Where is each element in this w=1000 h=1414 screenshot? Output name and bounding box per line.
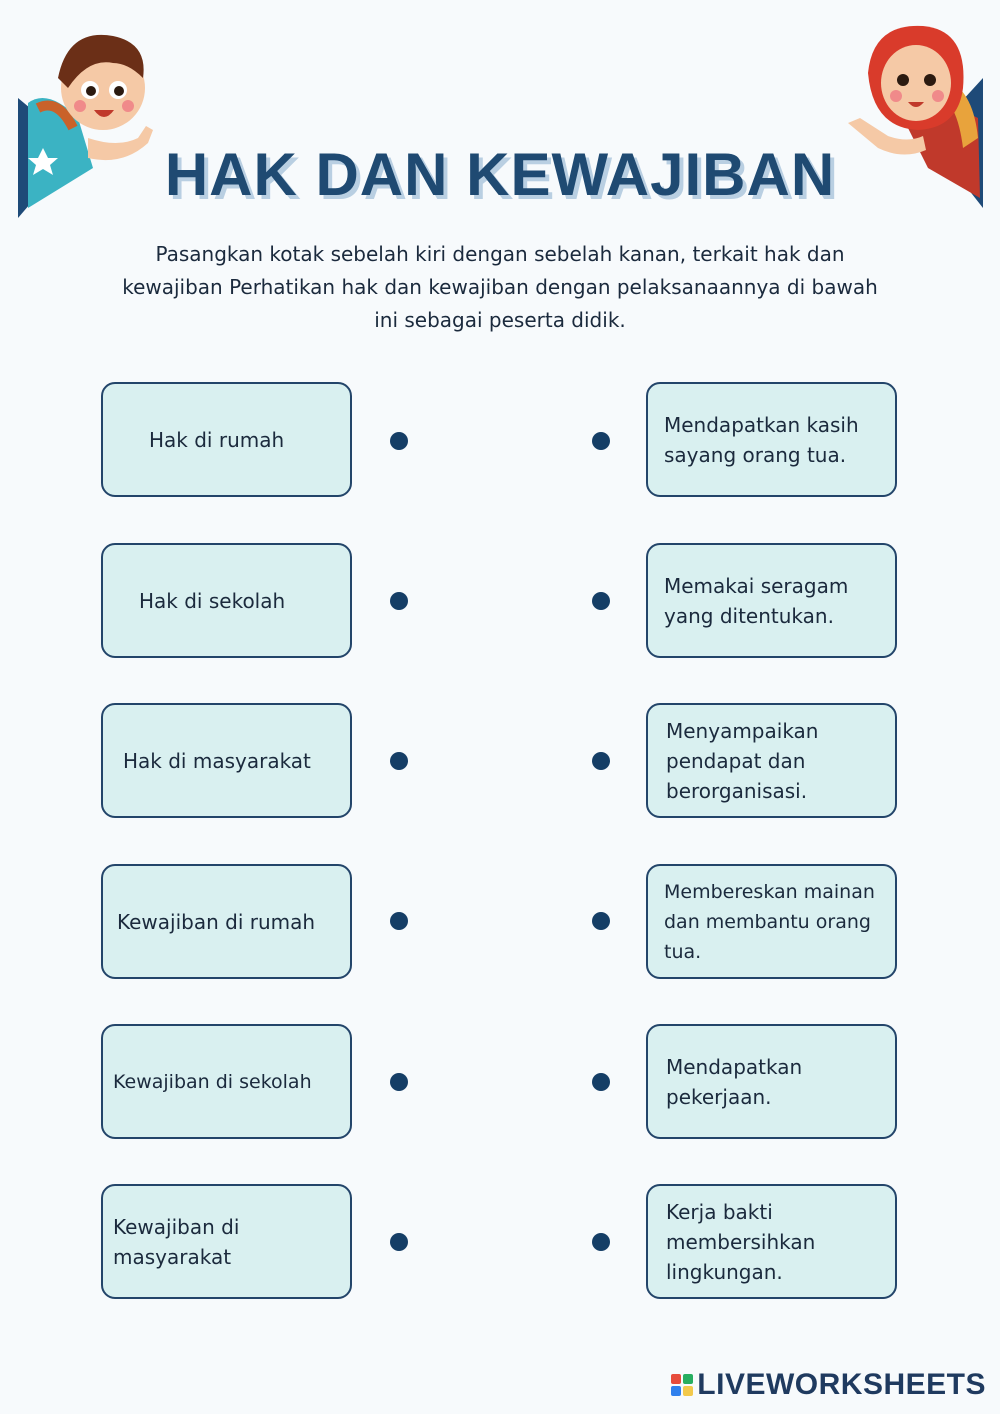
right-card-label: Memakai seragam yang ditentukan. (664, 573, 849, 628)
right-card[interactable] (646, 703, 897, 818)
right-card[interactable] (646, 382, 897, 497)
right-match-dot[interactable] (592, 1073, 610, 1091)
right-match-dot[interactable] (592, 1233, 610, 1251)
page-title: HAK DAN KEWAJIBAN (164, 141, 836, 208)
instructions-text: Pasangkan kotak sebelah kiri dengan sebelah kanan, terkait hak dan kewajiban Perhatikan hak dan kewajiban dengan pelaksanaannya di bawah ini sebagai peserta didik. (122, 242, 878, 332)
left-match-dot[interactable] (390, 592, 408, 610)
left-card-label: Hak di sekolah (139, 588, 286, 613)
left-card[interactable] (101, 1024, 352, 1139)
left-card[interactable] (101, 864, 352, 979)
right-match-dot[interactable] (592, 752, 610, 770)
right-match-dot[interactable] (592, 912, 610, 930)
left-match-dot[interactable] (390, 752, 408, 770)
left-card[interactable] (101, 382, 352, 497)
brand-name: LIVEWORKSHEETS (697, 1368, 986, 1401)
left-card-label: Kewajiban di sekolah (113, 1070, 312, 1093)
left-card[interactable] (101, 703, 352, 818)
right-match-dot[interactable] (592, 432, 610, 450)
left-card-label: Hak di rumah (149, 427, 285, 452)
left-card-label: Hak di masyarakat (123, 748, 311, 773)
left-match-dot[interactable] (390, 432, 408, 450)
right-card-label: Mendapatkan kasih sayang orang tua. (664, 412, 859, 467)
right-card[interactable] (646, 1184, 897, 1299)
left-card[interactable] (101, 1184, 352, 1299)
left-match-dot[interactable] (390, 912, 408, 930)
left-match-dot[interactable] (390, 1073, 408, 1091)
right-card[interactable] (646, 1024, 897, 1139)
right-card[interactable] (646, 543, 897, 658)
right-card-label: Menyampaikan pendapat dan berorganisasi. (666, 718, 819, 803)
right-match-dot[interactable] (592, 592, 610, 610)
liveworksheets-logo-icon (671, 1374, 693, 1396)
left-card-label: Kewajiban di masyarakat (113, 1214, 240, 1269)
left-match-dot[interactable] (390, 1233, 408, 1251)
liveworksheets-brand[interactable] (671, 1368, 986, 1402)
left-card[interactable] (101, 543, 352, 658)
right-card-label: Membereskan mainan dan membantu orang tua. (664, 880, 875, 963)
right-card-label: Kerja bakti membersihkan lingkungan. (666, 1199, 816, 1284)
right-card[interactable] (646, 864, 897, 979)
right-card-label: Mendapatkan pekerjaan. (666, 1054, 803, 1109)
left-card-label: Kewajiban di rumah (117, 909, 316, 934)
